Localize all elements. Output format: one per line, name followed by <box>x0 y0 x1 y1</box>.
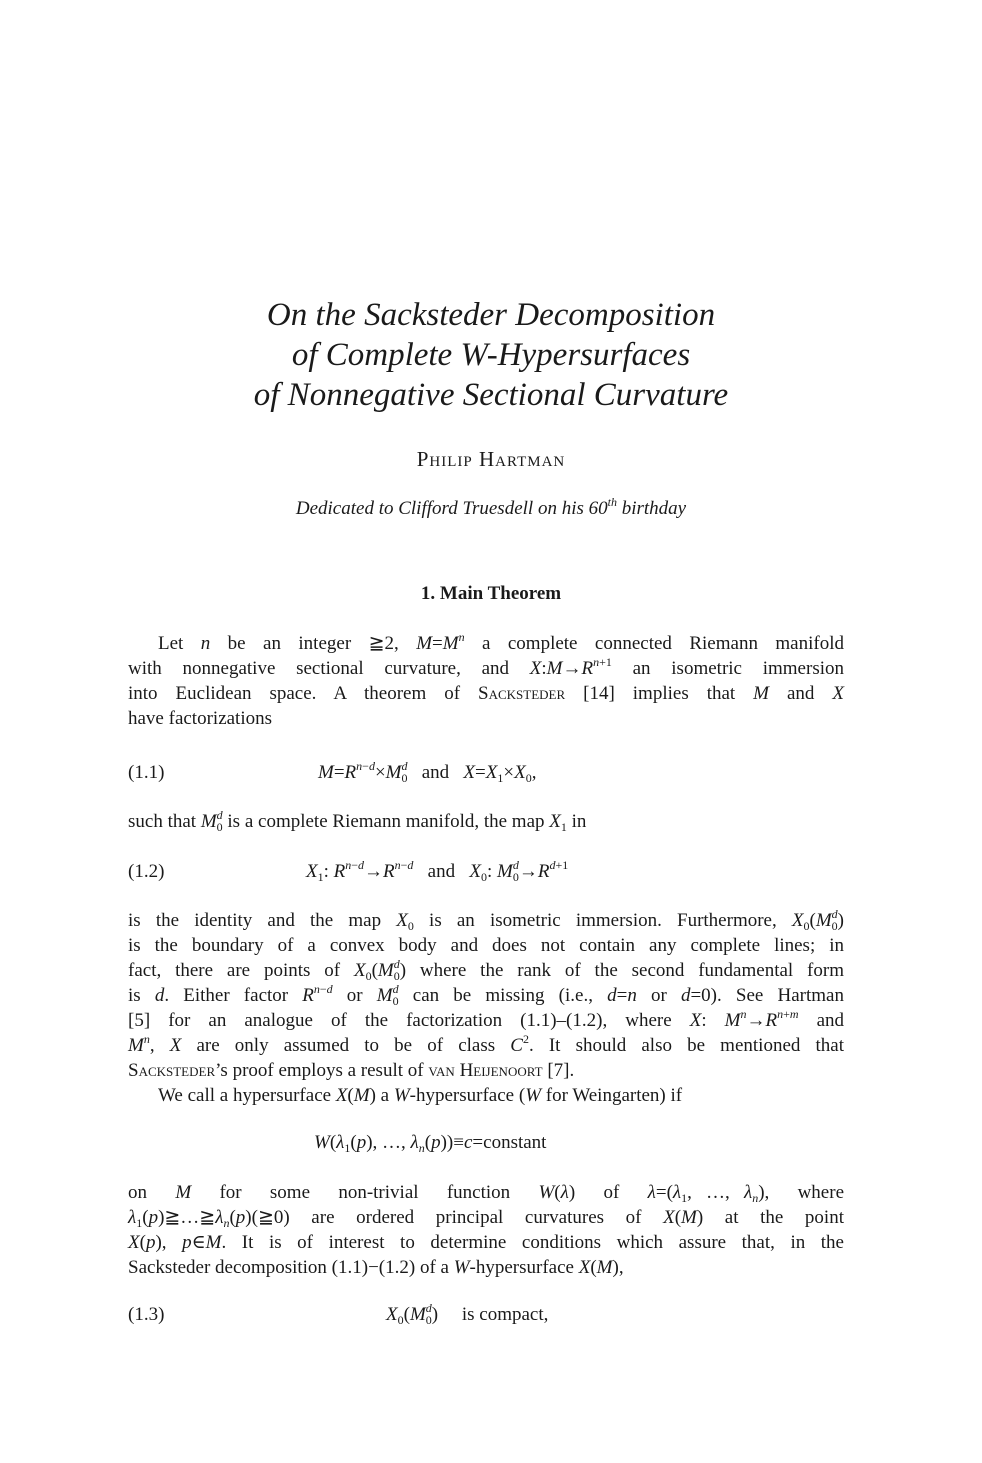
paper-title <box>0 295 982 415</box>
title-line-3: of Nonnegative Sectional Curvature <box>253 377 729 413</box>
paragraph-intro: Let n be an integer ≧2, $M=M^n$ a complete connected Riemann manifold with nonnegative sectional curvature, and $X:M\to R^{n+1}$ an isometric immersion into Euclidean space. A theorem of Sacksteder [14] implies that M and X have factorizations <box>128 630 844 729</box>
is-compact-text: is compact, <box>461 1304 549 1325</box>
author-name: Philip Hartman <box>416 447 566 471</box>
equation-number: (1.2) <box>128 861 165 882</box>
title-line-1: On the Sacksteder Decomposition <box>266 297 716 333</box>
dedication: Dedicated to Clifford Truesdell on his 60th birthday <box>295 495 687 519</box>
section-heading: 1. Main Theorem <box>420 583 562 604</box>
paragraph-ordered-curvatures: on M for some non-trivial function W(λ) of $\lambda=(\lambda_1$, …, $\lambda_n$), where $\lambda_1(p)≧\dots≧\lambda_n(p)(≧0)$ are ordered principal curvatures of X(M) at the point X(p), p∈M. It is of interest to determine conditions which assure that, in the Sacksteder decomposition (1.1)−(1.2) of a W-hypersurface X(M), <box>128 1182 845 1278</box>
paragraph-such-that: such that $M_0^d$ is a complete Riemann manifold, the map $X_1$ in <box>128 808 587 834</box>
paragraph-identity: is the identity and the map $X_0$ is an isometric immersion. Furthermore, $X_0(M_0^d)$ is the boundary of a convex body and does not contain any complete lines; in fact, there are points of $X_0(M_0^d)$ where the rank of the second fundamental form is d. Either factor $R^{n-d}$ or $M_0^d$ can be missing (i.e., d=n or d=0). See Hartman [5] for an analogue of the factorization (1.1)–(1.2), where X: $M^n\to R^{n+m}$ and $M^n$, X are only assumed to be of class $C^2$. It should also be mentioned that Sacksteder’s proof employs a result of van Heijenoort [7]. We call a hypersurface X(M) a W-hypersurface (W for Weingarten) if <box>128 907 845 1106</box>
paper-page: On the Sacksteder Decomposition of Complete W-Hypersurfaces of Nonnegative Sectional Curvature Philip Hartman Dedicated to Clifford Truesdell on his 60th birthday 1. Main Theorem Let n be an integer ≧2, $M=M^n$ a complete connected Riemann manifold with nonnegative sectional curvature, and $X:M\to R^{n+1}$ an isometric immersion into Euclidean space. A theorem of Sacksteder [14] implies that M and X have factorizations (1.1) $M=R^{n-d}\times M_0^d$ and $X=X_1\times X_0$, such that $M_0^d$ is a complete Riemann manifold, the map $X_1$ in (1.2) $X_1$: $R^{n-d}\to R^{n-d}$ and $X_0$: $M_0^d\to R^{d+1}$ is the identity and the map $X_0$ is an isometric immersion. Furthermore, $X_0(M_0^d)$ is the boundary of a convex body and does not contain any complete lines; in fact, there are points of $X_0(M_0^d)$ where the rank of the second fundamental form is d. Either factor $R^{n-d}$ or $M_0^d$ can be missing (i.e., d=n or d=0). See Hartman [5] for an analogue of the factorization (1.1)–(1.2), where X: $M^n\to R^{n+m}$ and $M^n$, X are only assumed to be of class $C^2$. It should also be mentioned that Sacksteder’s proof employs a result of van Heijenoort [7]. We call a hypersurface X(M) a W-hypersurface (W for Weingarten) if $W(\lambda_1(p)$, …, $\lambda_n(p))\equiv c=constant$ on M for some non-trivial function W(λ) of $\lambda=(\lambda_1$, …, $\lambda_n$), where $\lambda_1(p)≧\dots≧\lambda_n(p)(≧0)$ are ordered principal curvatures of X(M) at the point X(p), p∈M. It is of interest to determine conditions which assure that, in the Sacksteder decomposition (1.1)−(1.2) of a W-hypersurface X(M), (1.3) $X_0(M_0^d)$ is compact, <box>0 0 982 1463</box>
equation-number: (1.3) <box>128 1304 165 1325</box>
title-line-2: of Complete W-Hypersurfaces <box>291 337 691 373</box>
equation-number: (1.1) <box>128 762 165 783</box>
